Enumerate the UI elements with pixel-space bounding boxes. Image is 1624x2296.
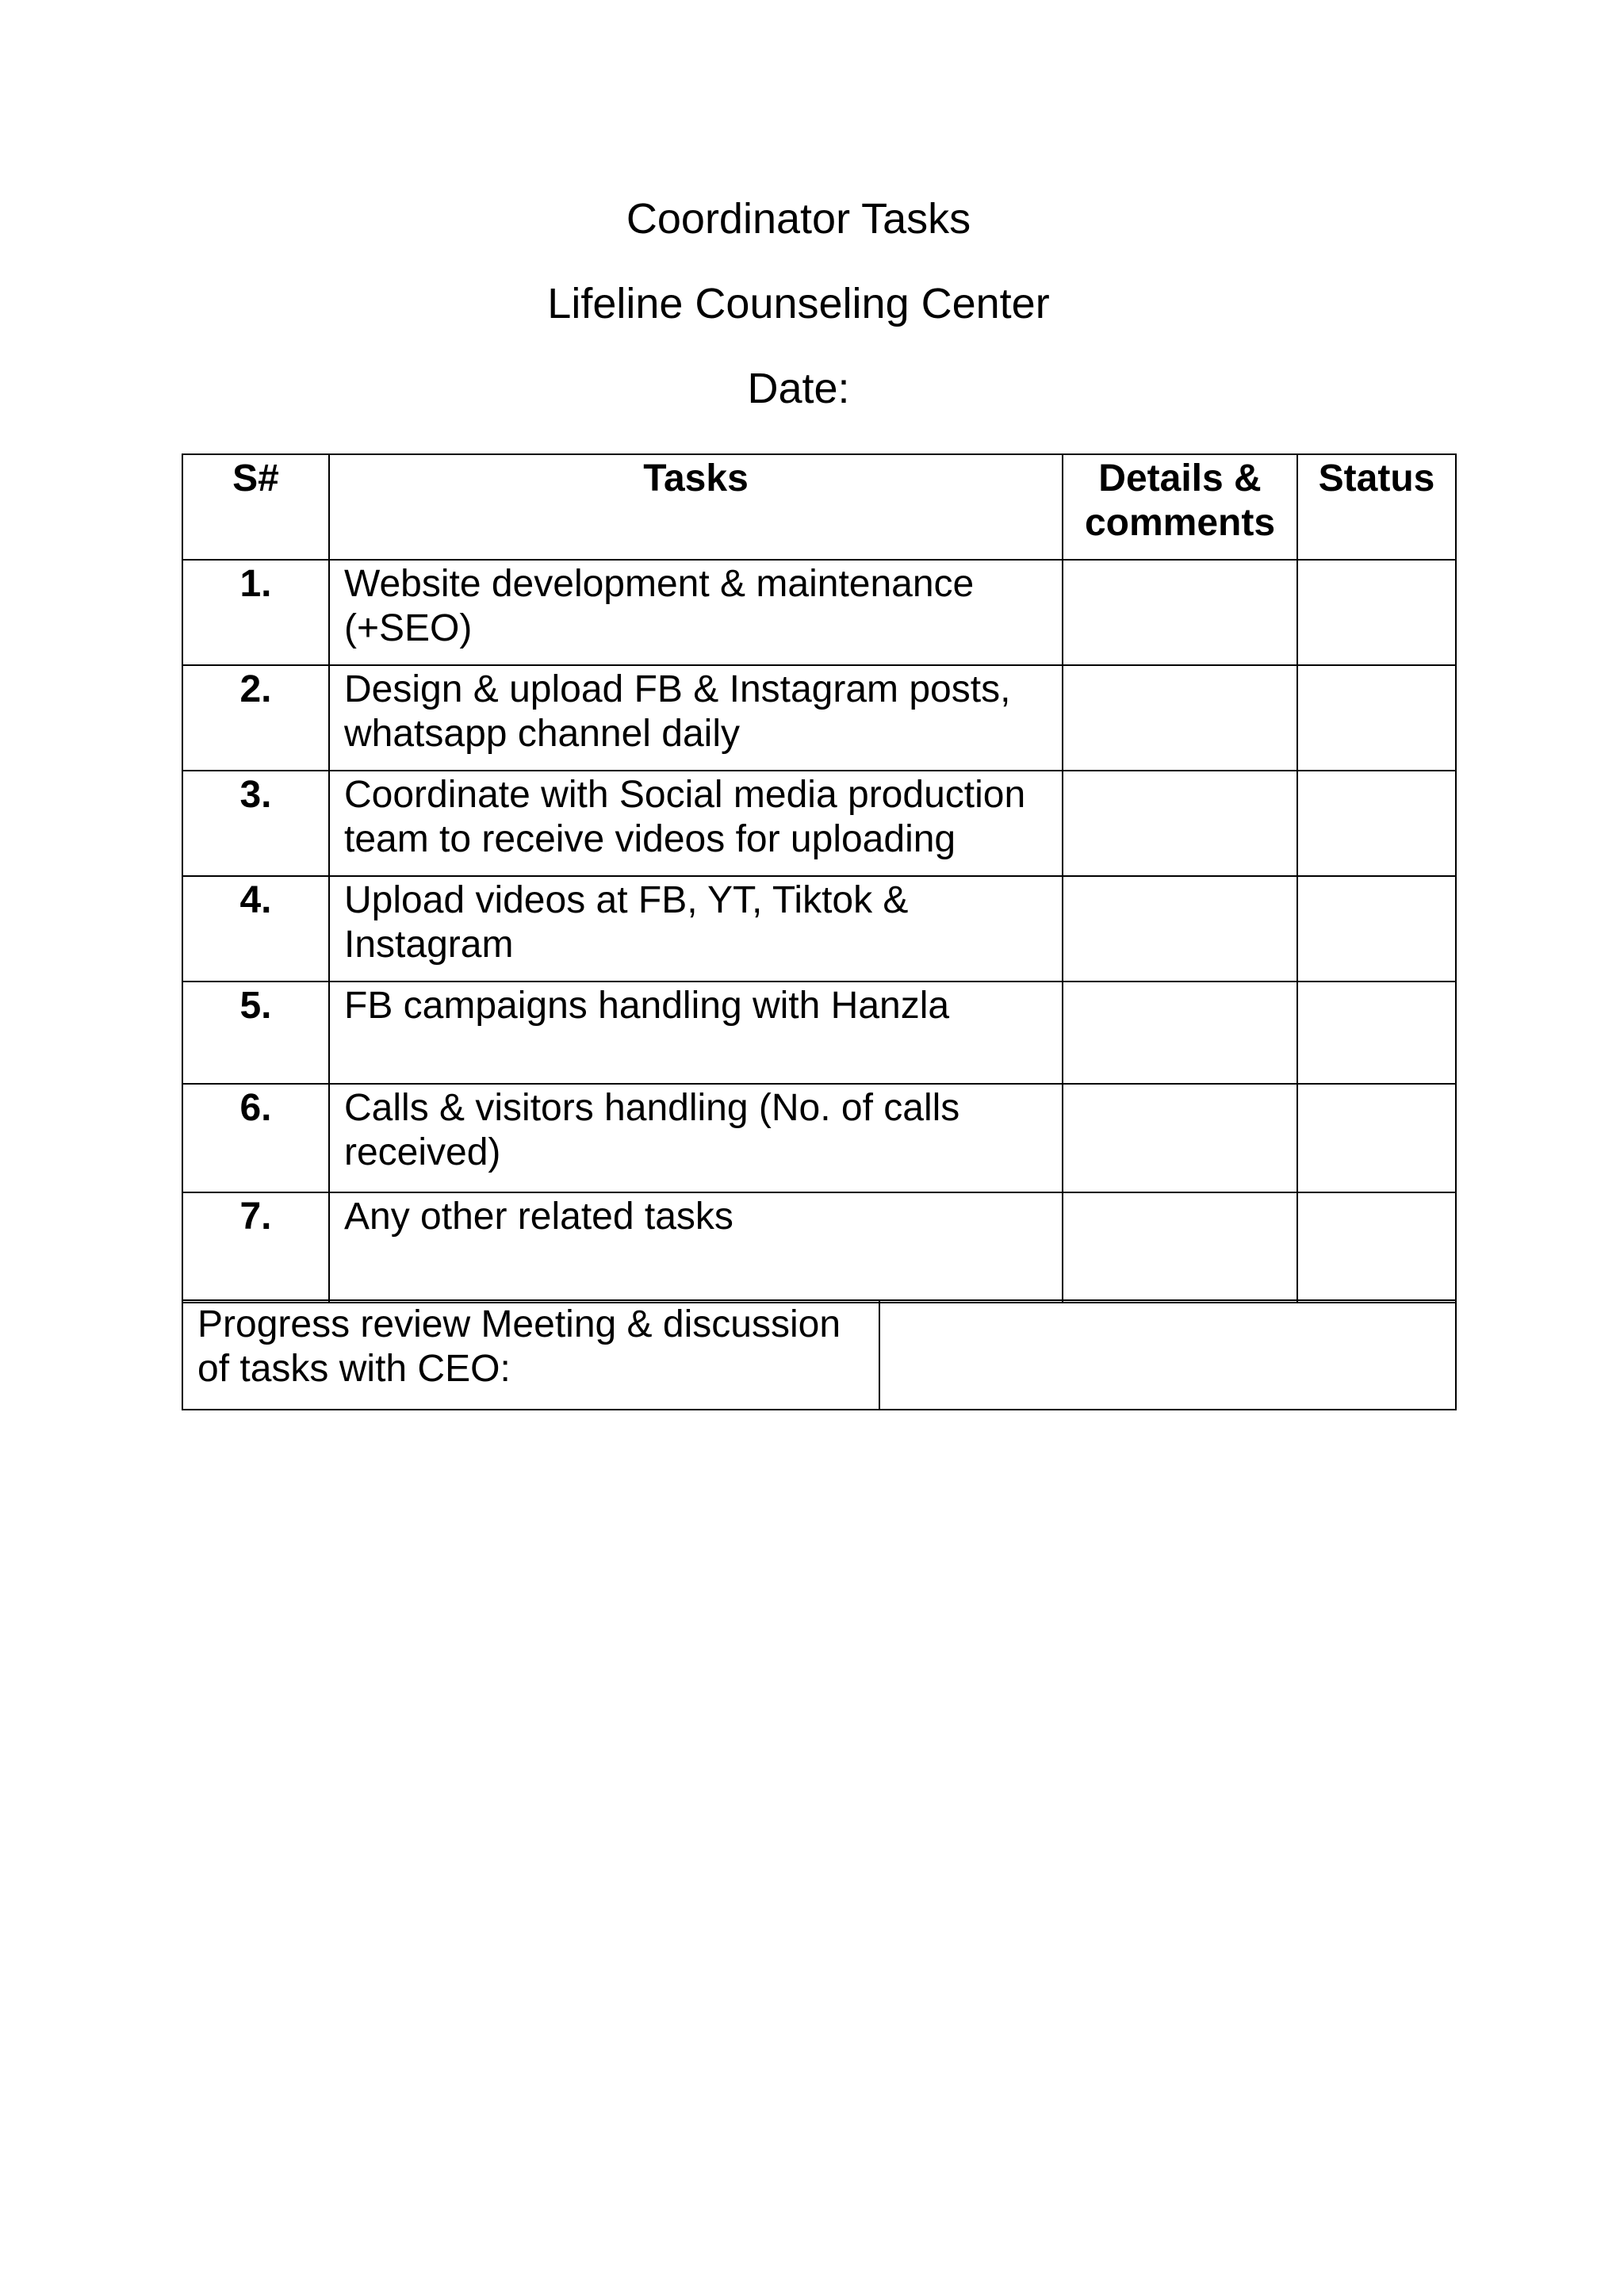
row-task: Website development & maintenance (+SEO) [329,560,1063,665]
table-row [182,1084,1456,1192]
header-tasks: Tasks [329,454,1063,560]
row-task: FB campaigns handling with Hanzla [329,982,1063,1084]
table-row [182,982,1456,1084]
row-serial: 6. [182,1084,329,1192]
row-status-cell[interactable] [1297,876,1456,982]
progress-review-row [182,1300,1456,1410]
tasks-table [182,453,1457,1303]
row-status-cell[interactable] [1297,560,1456,665]
row-status-cell[interactable] [1297,982,1456,1084]
table-row [182,771,1456,876]
progress-review-value-cell[interactable] [879,1300,1456,1410]
header-details: Details & comments [1063,454,1297,560]
row-details-cell[interactable] [1063,665,1297,771]
organization-name: Lifeline Counseling Center [547,280,1050,327]
row-task: Upload videos at FB, YT, Tiktok & Instagram [329,876,1063,982]
table-row [182,560,1456,665]
row-details-cell[interactable] [1063,876,1297,982]
row-task: Any other related tasks [329,1192,1063,1303]
table-header-row [182,454,1456,560]
header-status: Status [1297,454,1456,560]
row-status-cell[interactable] [1297,1084,1456,1192]
progress-review-label: Progress review Meeting & discussion of tasks with CEO: [182,1300,879,1410]
row-status-cell[interactable] [1297,665,1456,771]
row-status-cell[interactable] [1297,1192,1456,1303]
date-label: Date: [747,365,850,412]
row-task: Calls & visitors handling (No. of calls received) [329,1084,1063,1192]
document-title: Coordinator Tasks [626,195,971,243]
row-serial: 5. [182,982,329,1084]
row-task: Design & upload FB & Instagram posts, whatsapp channel daily [329,665,1063,771]
row-details-cell[interactable] [1063,1192,1297,1303]
row-details-cell[interactable] [1063,771,1297,876]
header-serial: S# [182,454,329,560]
row-task: Coordinate with Social media production team to receive videos for uploading [329,771,1063,876]
row-details-cell[interactable] [1063,982,1297,1084]
table-row [182,1192,1456,1303]
row-status-cell[interactable] [1297,771,1456,876]
row-serial: 1. [182,560,329,665]
row-serial: 2. [182,665,329,771]
progress-review-table [182,1299,1457,1410]
row-serial: 7. [182,1192,329,1303]
row-serial: 3. [182,771,329,876]
table-row [182,876,1456,982]
row-serial: 4. [182,876,329,982]
table-row [182,665,1456,771]
row-details-cell[interactable] [1063,560,1297,665]
row-details-cell[interactable] [1063,1084,1297,1192]
